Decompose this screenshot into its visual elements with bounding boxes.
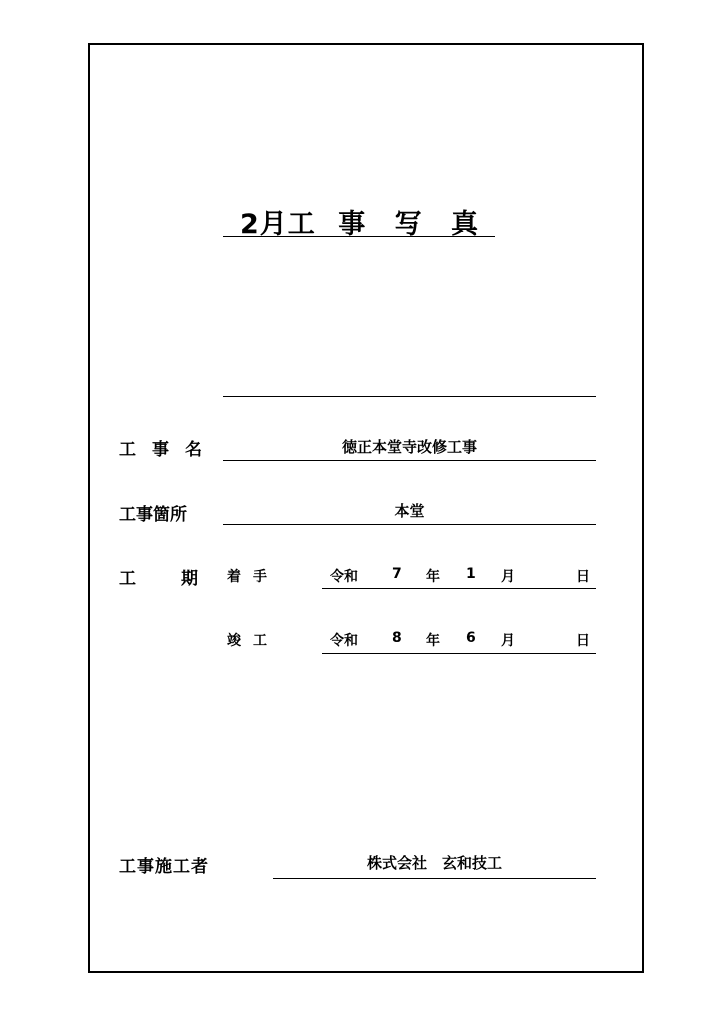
work-name-value: 徳正本堂寺改修工事 [341, 438, 477, 456]
end-month-unit: 月 [501, 633, 515, 649]
title-underline [223, 236, 495, 237]
contractor-label: 工事施工者 [119, 857, 209, 877]
work-period-label-left: 工 [119, 569, 136, 589]
start-day-unit: 日 [576, 569, 590, 585]
start-era: 令和 [330, 569, 358, 585]
end-month: 6 [466, 630, 476, 646]
start-label: 着 手 [227, 569, 267, 585]
end-era: 令和 [330, 633, 358, 649]
title-char-1: 事 [338, 209, 367, 240]
end-year-unit: 年 [426, 633, 440, 649]
start-year-unit: 年 [426, 569, 440, 585]
title-char-3: 真 [451, 209, 480, 240]
end-underline [322, 653, 596, 654]
work-name-label: 工 事 名 [119, 440, 202, 460]
blank-field-line [223, 396, 596, 397]
work-name-underline [223, 460, 596, 461]
start-month-unit: 月 [501, 569, 515, 585]
title-prefix: 2月工 [240, 209, 316, 240]
end-year: 8 [392, 630, 402, 646]
title-char-2: 写 [394, 209, 423, 240]
start-month: 1 [466, 566, 476, 582]
start-underline [322, 588, 596, 589]
work-period-label-right: 期 [181, 569, 198, 589]
work-location-label: 工事箇所 [119, 505, 187, 525]
work-location-value: 本堂 [394, 502, 425, 520]
end-label: 竣 工 [227, 633, 267, 649]
work-location-underline [223, 524, 596, 525]
start-year: 7 [392, 566, 402, 582]
contractor-value: 株式会社 玄和技工 [366, 854, 502, 872]
end-day-unit: 日 [576, 633, 590, 649]
contractor-underline [273, 878, 596, 879]
